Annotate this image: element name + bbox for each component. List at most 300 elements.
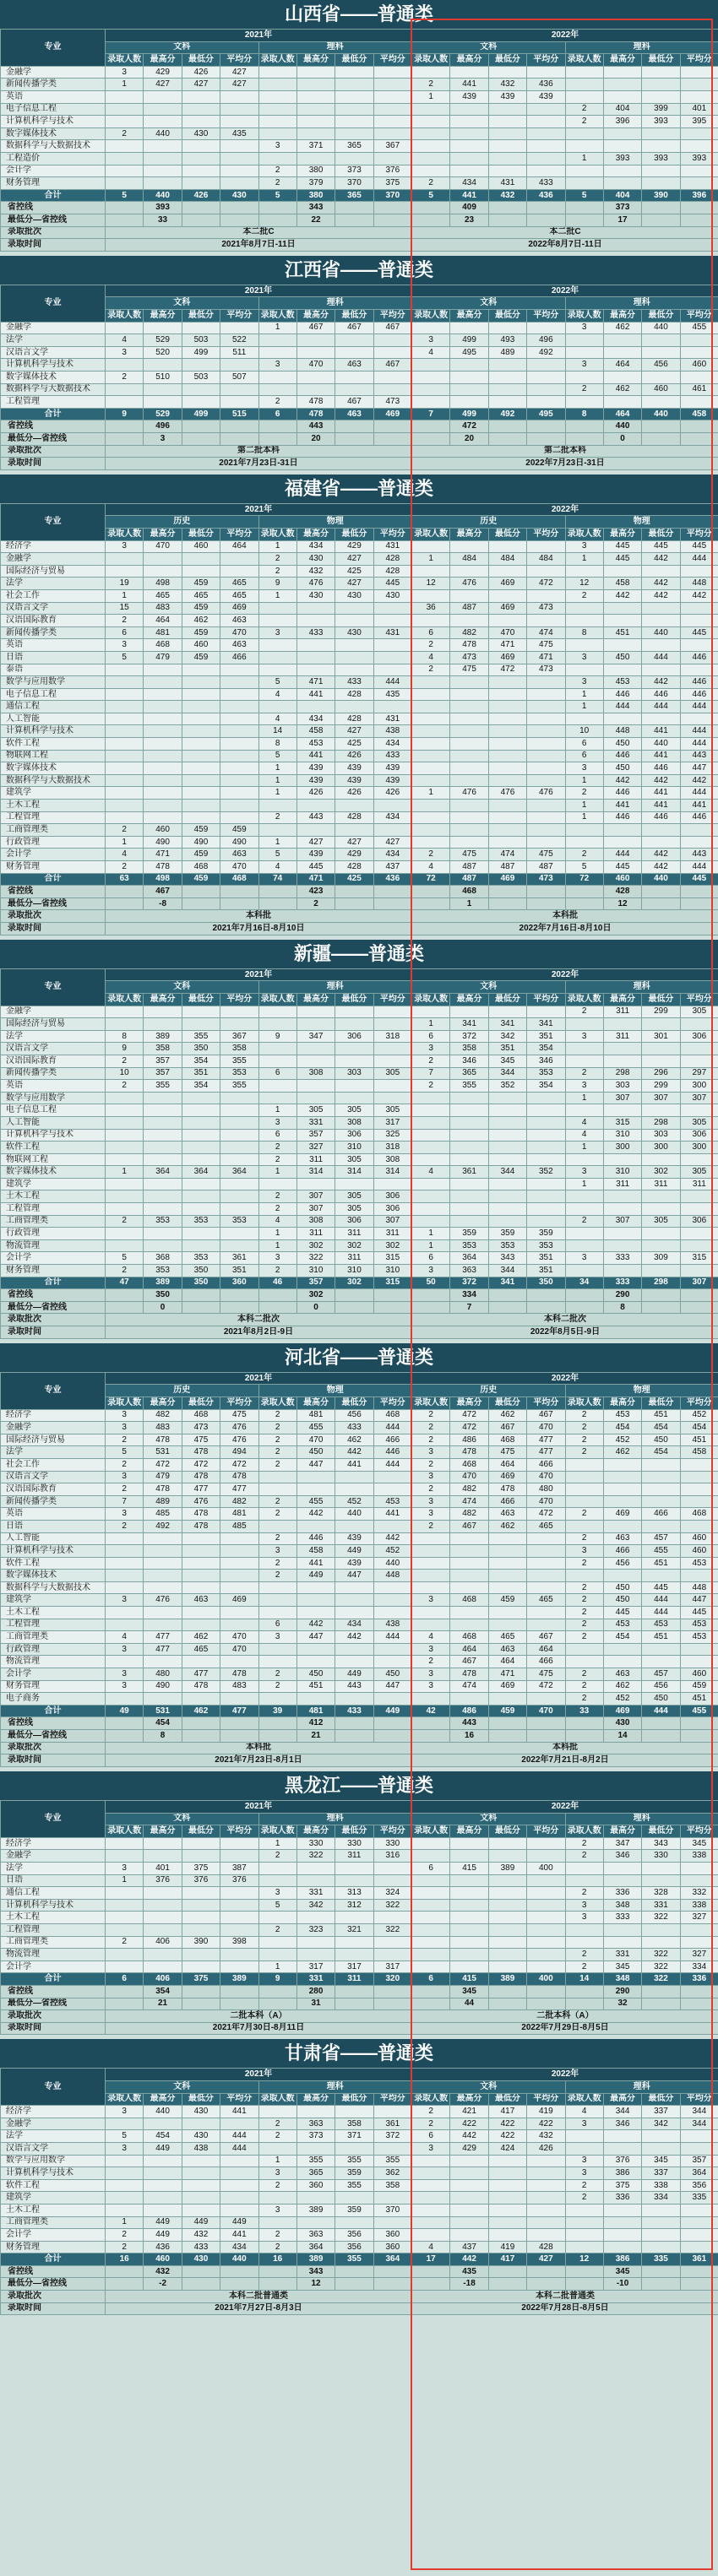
summary-cell: 487	[450, 873, 488, 886]
score-cell	[373, 2216, 411, 2229]
table-row	[1, 152, 718, 165]
score-cell	[335, 1471, 373, 1483]
score-cell	[296, 127, 335, 140]
summary-cell: 50	[412, 1277, 450, 1289]
score-cell: 3	[412, 334, 450, 347]
score-cell	[603, 66, 641, 79]
score-cell: 306	[680, 1030, 718, 1043]
summary-cell	[565, 420, 603, 433]
score-cell: 465	[182, 1643, 220, 1656]
score-cell	[450, 1153, 488, 1166]
summary-cell: 432	[488, 189, 526, 202]
score-cell	[296, 639, 335, 652]
major-name: 计算机科学与技术	[1, 2167, 106, 2180]
score-cell: 19	[106, 578, 144, 590]
score-cell	[335, 1949, 373, 1961]
score-cell	[565, 140, 603, 153]
summary-cell	[488, 1730, 526, 1743]
major-name: 英语	[1, 1508, 106, 1521]
score-cell	[296, 1006, 335, 1018]
score-cell	[412, 725, 450, 738]
score-cell	[182, 396, 220, 409]
score-cell: 460	[680, 1545, 718, 1558]
score-cell: 462	[488, 1409, 526, 1422]
score-cell: 441	[335, 1458, 373, 1471]
score-cell	[144, 1656, 182, 1668]
summary-cell	[220, 214, 258, 226]
summary-cell	[527, 1730, 565, 1743]
score-cell: 305	[373, 1067, 411, 1080]
score-cell: 2	[106, 1265, 144, 1277]
score-cell: 481	[296, 1409, 335, 1422]
table-row	[1, 553, 718, 566]
score-cell: 311	[335, 1252, 373, 1265]
score-cell	[450, 1570, 488, 1582]
score-cell: 3	[106, 2142, 144, 2155]
score-cell	[412, 1142, 450, 1154]
score-cell	[182, 1545, 220, 1558]
score-cell: 446	[603, 688, 641, 701]
score-cell: 439	[335, 762, 373, 775]
score-cell	[335, 1080, 373, 1093]
score-cell	[220, 664, 258, 676]
column-header: 平均分	[220, 2093, 258, 2106]
summary-cell	[642, 1717, 680, 1730]
batch-value: 本科二批次	[412, 1314, 718, 1326]
column-header: 平均分	[373, 54, 411, 67]
score-cell	[565, 1936, 603, 1949]
score-cell	[106, 1006, 144, 1018]
summary-cell: 440	[642, 408, 680, 420]
score-cell	[450, 1129, 488, 1142]
score-cell: 467	[335, 322, 373, 334]
score-cell	[335, 800, 373, 812]
table-row	[1, 1887, 718, 1900]
score-cell: 477	[527, 1446, 565, 1459]
score-cell: 315	[373, 1252, 411, 1265]
score-cell	[335, 2106, 373, 2118]
score-cell	[106, 1104, 144, 1117]
score-cell	[450, 1899, 488, 1912]
summary-cell: 12	[565, 2253, 603, 2266]
score-cell: 455	[680, 322, 718, 334]
section-title: 河北省——普通类	[0, 1343, 718, 1372]
score-cell	[144, 1887, 182, 1900]
score-cell	[106, 1581, 144, 1594]
score-cell	[488, 1570, 526, 1582]
score-cell	[258, 334, 296, 347]
score-cell: 15	[106, 602, 144, 615]
summary-cell	[106, 1998, 144, 2010]
major-name: 日语	[1, 651, 106, 664]
summary-cell	[642, 420, 680, 433]
score-cell	[296, 800, 335, 812]
score-cell: 2	[106, 371, 144, 383]
score-cell	[182, 1092, 220, 1104]
summary-cell: 425	[335, 873, 373, 886]
score-cell: 422	[450, 2118, 488, 2130]
table-row	[1, 1850, 718, 1863]
score-cell: 3	[565, 1252, 603, 1265]
summary-cell	[373, 1998, 411, 2010]
batch-value: 第二批本科	[106, 445, 412, 458]
score-cell	[565, 2241, 603, 2253]
summary-cell	[373, 886, 411, 898]
summary-label: 录取批次	[1, 1314, 106, 1326]
score-cell	[258, 1520, 296, 1532]
score-cell	[412, 1215, 450, 1228]
score-cell: 430	[182, 2130, 220, 2143]
score-cell: 1	[565, 811, 603, 824]
score-cell: 363	[450, 1265, 488, 1277]
score-cell	[642, 565, 680, 578]
summary-cell	[220, 886, 258, 898]
score-cell	[335, 2142, 373, 2155]
score-cell: 6	[412, 2130, 450, 2143]
score-cell	[182, 725, 220, 738]
table-row	[1, 1607, 718, 1619]
score-cell: 448	[680, 578, 718, 590]
score-cell	[450, 1693, 488, 1706]
summary-cell: 455	[680, 1705, 718, 1717]
score-cell: 380	[296, 165, 335, 177]
summary-cell: 0	[144, 1301, 182, 1314]
score-cell: 8	[258, 738, 296, 751]
score-cell	[220, 1239, 258, 1252]
score-cell	[106, 2204, 144, 2216]
score-cell: 482	[450, 1508, 488, 1521]
score-cell: 345	[642, 2155, 680, 2167]
score-cell	[565, 79, 603, 91]
summary-cell: 44	[450, 1998, 488, 2010]
score-cell	[373, 1092, 411, 1104]
column-header: 最低分	[642, 1825, 680, 1838]
score-cell: 444	[680, 787, 718, 800]
score-cell	[106, 738, 144, 751]
summary-cell	[565, 1998, 603, 2010]
table-row	[1, 639, 718, 652]
score-cell	[412, 1104, 450, 1117]
table-row	[1, 615, 718, 627]
score-cell	[488, 1607, 526, 1619]
major-name: 数学与应用数学	[1, 2155, 106, 2167]
summary-cell: 350	[144, 1289, 182, 1302]
score-cell: 365	[296, 2167, 335, 2180]
score-cell: 393	[642, 116, 680, 128]
score-cell: 401	[144, 1862, 182, 1874]
score-cell	[488, 1693, 526, 1706]
score-cell: 1	[258, 1960, 296, 1973]
score-cell	[565, 1239, 603, 1252]
column-header: 平均分	[527, 2093, 565, 2106]
score-cell	[412, 2192, 450, 2205]
column-header: 最低分	[335, 309, 373, 322]
summary-label: 录取时间	[1, 1754, 106, 1767]
major-name: 金融学	[1, 1850, 106, 1863]
score-cell: 3	[258, 1887, 296, 1900]
score-cell: 478	[488, 1483, 526, 1496]
score-cell	[296, 1178, 335, 1190]
column-header: 平均分	[220, 309, 258, 322]
score-cell	[450, 589, 488, 602]
score-cell	[565, 1495, 603, 1508]
score-cell	[642, 1239, 680, 1252]
score-cell	[182, 2204, 220, 2216]
score-cell	[106, 1619, 144, 1631]
batch-value: 本科二批普通类	[106, 2291, 412, 2303]
score-cell: 490	[182, 836, 220, 849]
score-cell	[335, 66, 373, 79]
score-cell	[527, 152, 565, 165]
score-cell: 462	[335, 1434, 373, 1446]
summary-cell	[642, 214, 680, 226]
summary-cell	[565, 202, 603, 214]
score-cell: 466	[527, 1458, 565, 1471]
summary-cell	[106, 1301, 144, 1314]
table-row	[1, 1495, 718, 1508]
score-cell: 1	[258, 1104, 296, 1117]
summary-cell: 492	[488, 408, 526, 420]
score-cell: 354	[182, 1080, 220, 1093]
score-cell: 434	[373, 811, 411, 824]
score-cell	[565, 66, 603, 79]
score-cell: 427	[335, 725, 373, 738]
column-header: 平均分	[527, 1825, 565, 1838]
score-cell: 468	[450, 1594, 488, 1607]
score-cell	[182, 1607, 220, 1619]
score-cell	[182, 1104, 220, 1117]
score-cell	[412, 2229, 450, 2242]
score-cell: 399	[642, 103, 680, 116]
summary-cell	[412, 432, 450, 445]
score-cell: 2	[258, 1532, 296, 1545]
score-cell: 1	[258, 774, 296, 787]
score-cell	[296, 1594, 335, 1607]
score-cell	[565, 1923, 603, 1936]
score-cell	[373, 1471, 411, 1483]
score-cell: 444	[680, 861, 718, 874]
subject-header: 物理	[258, 516, 412, 529]
score-cell	[488, 762, 526, 775]
score-cell	[144, 1545, 182, 1558]
summary-cell	[220, 1730, 258, 1743]
summary-label: 录取时间	[1, 1326, 106, 1339]
summary-row	[1, 2253, 718, 2266]
score-cell	[106, 1693, 144, 1706]
score-cell: 425	[335, 738, 373, 751]
score-cell	[680, 346, 718, 359]
summary-cell: 440	[144, 189, 182, 202]
score-cell: 483	[144, 1422, 182, 1434]
column-header: 最高分	[450, 993, 488, 1006]
score-cell: 2	[258, 1446, 296, 1459]
summary-cell	[527, 1998, 565, 2010]
score-cell	[258, 1055, 296, 1067]
score-cell	[412, 615, 450, 627]
major-name: 工商管理类	[1, 1631, 106, 1644]
score-cell: 446	[642, 762, 680, 775]
score-cell: 472	[220, 1458, 258, 1471]
column-header: 平均分	[220, 1825, 258, 1838]
score-cell: 472	[450, 1422, 488, 1434]
score-cell: 439	[450, 90, 488, 103]
major-name: 财务管理	[1, 1265, 106, 1277]
major-name: 数字媒体技术	[1, 1570, 106, 1582]
score-cell	[450, 1936, 488, 1949]
score-cell	[220, 140, 258, 153]
score-cell	[182, 1581, 220, 1594]
score-cell: 386	[603, 2167, 641, 2180]
score-cell	[296, 1092, 335, 1104]
score-cell: 2	[258, 1409, 296, 1422]
summary-cell	[182, 202, 220, 214]
score-cell	[296, 1656, 335, 1668]
score-cell	[220, 116, 258, 128]
score-cell: 344	[603, 2106, 641, 2118]
score-cell	[220, 1545, 258, 1558]
score-cell: 426	[373, 787, 411, 800]
summary-label: 省控线	[1, 886, 106, 898]
score-cell	[220, 2155, 258, 2167]
score-cell: 346	[450, 1055, 488, 1067]
score-cell: 478	[450, 1446, 488, 1459]
score-cell: 476	[144, 1594, 182, 1607]
summary-cell: 31	[296, 1998, 335, 2010]
score-cell: 3	[106, 1508, 144, 1521]
summary-cell: 5	[565, 189, 603, 202]
summary-cell: 440	[603, 420, 641, 433]
major-name: 人工智能	[1, 1532, 106, 1545]
score-cell	[680, 1018, 718, 1031]
column-header: 平均分	[680, 1825, 718, 1838]
score-cell: 387	[220, 1862, 258, 1874]
score-cell	[144, 1228, 182, 1240]
score-cell: 4	[412, 346, 450, 359]
score-cell: 447	[373, 1680, 411, 1693]
score-cell: 458	[296, 1545, 335, 1558]
major-name: 物流管理	[1, 1239, 106, 1252]
score-cell: 441	[603, 800, 641, 812]
score-cell	[603, 1055, 641, 1067]
summary-cell	[182, 1998, 220, 2010]
score-cell	[450, 676, 488, 689]
summary-label: 录取批次	[1, 226, 106, 239]
score-cell: 430	[335, 589, 373, 602]
score-cell: 490	[220, 836, 258, 849]
summary-cell: 472	[450, 420, 488, 433]
score-cell	[488, 1899, 526, 1912]
score-cell	[412, 565, 450, 578]
score-cell: 1	[258, 762, 296, 775]
score-cell: 449	[335, 1668, 373, 1681]
score-cell	[412, 750, 450, 762]
score-cell	[258, 1656, 296, 1668]
score-cell	[106, 322, 144, 334]
score-cell: 1	[258, 540, 296, 553]
score-cell	[565, 1570, 603, 1582]
score-cell: 472	[527, 1680, 565, 1693]
summary-cell: 336	[680, 1973, 718, 1986]
score-cell	[182, 1899, 220, 1912]
score-cell	[258, 66, 296, 79]
summary-cell	[565, 1301, 603, 1314]
score-cell: 451	[296, 1680, 335, 1693]
score-cell: 435	[220, 127, 258, 140]
score-cell: 435	[373, 688, 411, 701]
score-cell: 307	[680, 1092, 718, 1104]
score-cell: 467	[335, 396, 373, 409]
score-cell	[182, 1142, 220, 1154]
score-cell	[144, 2155, 182, 2167]
score-cell	[144, 177, 182, 190]
table-row	[1, 787, 718, 800]
major-name: 计算机科学与技术	[1, 359, 106, 371]
summary-cell	[565, 1985, 603, 1998]
score-cell: 9	[258, 1030, 296, 1043]
scores-table	[0, 285, 718, 470]
subject-header: 物理	[565, 1385, 718, 1397]
score-cell: 452	[603, 1434, 641, 1446]
table-row	[1, 383, 718, 396]
score-cell	[642, 1936, 680, 1949]
score-cell: 353	[220, 1215, 258, 1228]
major-name: 工商管理类	[1, 1936, 106, 1949]
summary-cell	[373, 898, 411, 910]
score-cell: 444	[373, 1458, 411, 1471]
score-cell	[527, 1215, 565, 1228]
summary-cell	[258, 886, 296, 898]
score-cell	[335, 371, 373, 383]
major-name: 法学	[1, 1862, 106, 1874]
score-cell: 437	[373, 861, 411, 874]
score-cell	[527, 2155, 565, 2167]
score-cell	[296, 1949, 335, 1961]
score-cell: 422	[527, 2118, 565, 2130]
major-name: 土木工程	[1, 800, 106, 812]
summary-cell: 449	[373, 1705, 411, 1717]
column-header: 录取人数	[412, 309, 450, 322]
score-cell	[296, 1018, 335, 1031]
summary-cell: 463	[335, 408, 373, 420]
score-cell	[335, 346, 373, 359]
score-cell: 427	[335, 578, 373, 590]
score-cell: 442	[603, 589, 641, 602]
column-header: 最高分	[450, 1825, 488, 1838]
score-cell: 496	[527, 334, 565, 347]
score-cell	[296, 383, 335, 396]
score-cell: 363	[296, 2229, 335, 2242]
score-cell: 375	[603, 2179, 641, 2192]
score-cell	[603, 1643, 641, 1656]
batch-value: 本科批	[412, 910, 718, 923]
score-cell: 484	[488, 553, 526, 566]
score-cell	[527, 1912, 565, 1924]
score-cell	[296, 79, 335, 91]
score-cell: 2	[258, 1668, 296, 1681]
score-cell	[373, 79, 411, 91]
score-cell	[296, 2192, 335, 2205]
score-cell	[220, 322, 258, 334]
score-cell: 300	[603, 1142, 641, 1154]
major-name: 计算机科学与技术	[1, 725, 106, 738]
summary-cell	[182, 2278, 220, 2291]
score-cell: 310	[335, 1265, 373, 1277]
score-cell	[603, 334, 641, 347]
score-cell: 468	[182, 861, 220, 874]
score-cell: 324	[373, 1887, 411, 1900]
score-cell	[412, 103, 450, 116]
score-cell: 433	[296, 626, 335, 639]
